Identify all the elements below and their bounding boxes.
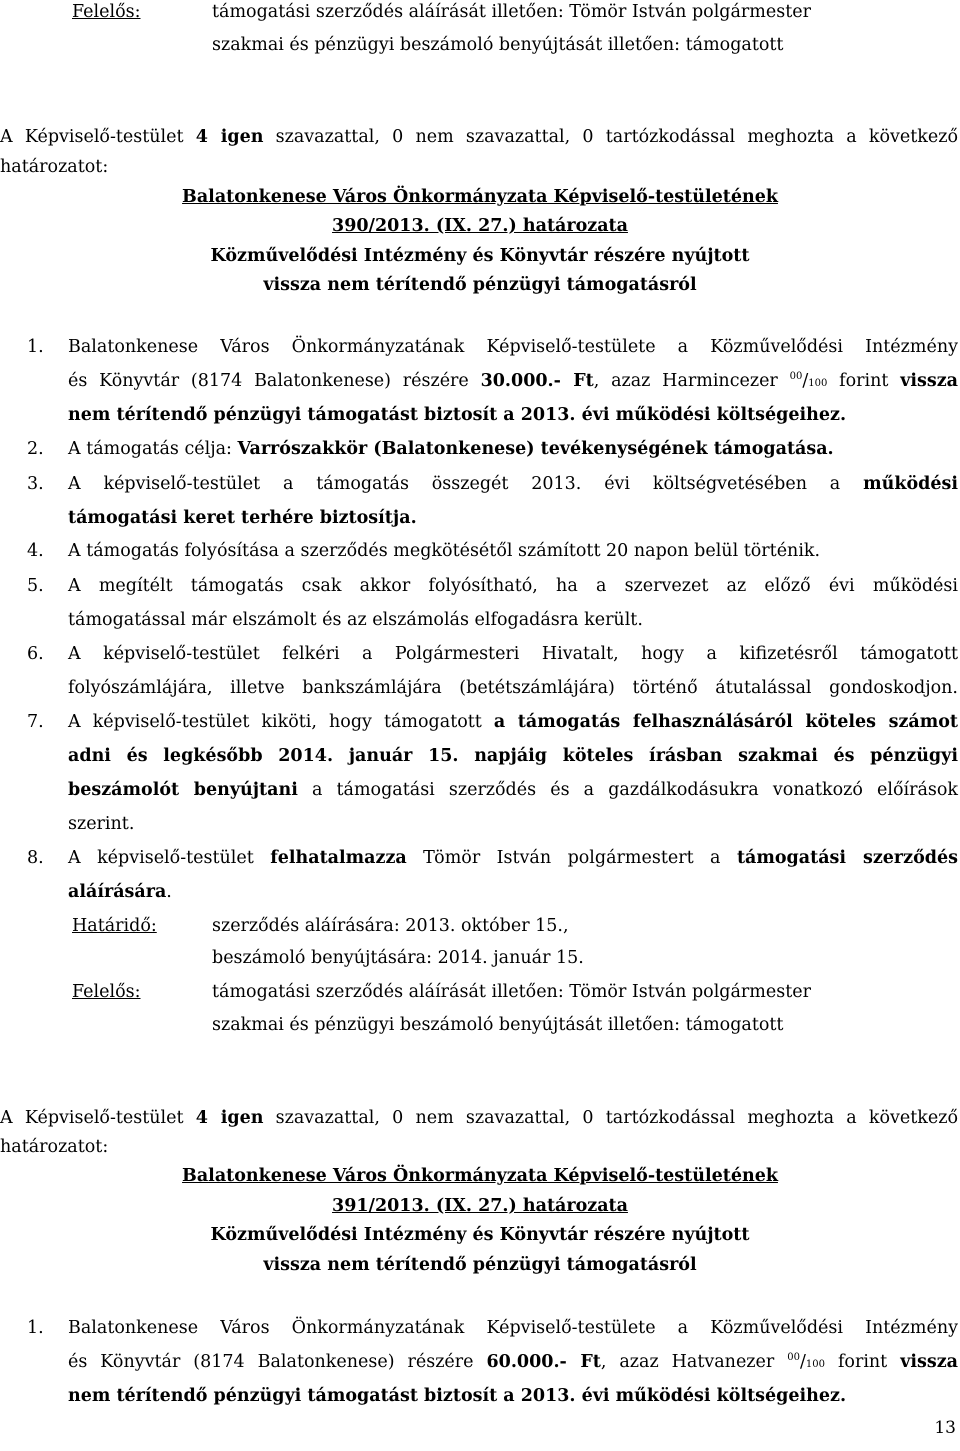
item-number: 1. bbox=[27, 337, 44, 357]
r2-item1-line2 bbox=[68, 1350, 958, 1377]
resolution2-number bbox=[0, 1194, 960, 1218]
vote-text: A Képviselő-testület bbox=[0, 127, 196, 147]
item3-text: A képviselő-testület a támogatás összegét 2013. évi költségvetésében a bbox=[68, 474, 864, 494]
item-number: 5. bbox=[27, 576, 44, 596]
felelos-line1-top: támogatási szerződés aláírását illetően: Tömör István polgármester bbox=[212, 2, 811, 22]
r2-item1-amount: 60.000.- Ft bbox=[486, 1352, 601, 1372]
r2-item1-line3: nem térítendő pénzügyi támogatást biztosít a 2013. évi működési költségeihez. bbox=[68, 1386, 847, 1406]
item1-line3: nem térítendő pénzügyi támogatást biztosít a 2013. évi működési költségeihez. bbox=[68, 405, 847, 425]
vote2-text-rest: szavazattal, 0 nem szavazattal, 0 tartózkodással meghozta a következő bbox=[263, 1108, 959, 1128]
item8-line2 bbox=[68, 880, 172, 904]
item7-text: A képviselő-testület kiköti, hogy támogatott bbox=[68, 712, 494, 732]
vote2-text: A Képviselő-testület bbox=[0, 1108, 196, 1128]
r2-item1-forint: forint bbox=[824, 1352, 901, 1372]
r2-item1-text: és Könyvtár (8174 Balatonkenese) részére bbox=[68, 1352, 487, 1372]
item5-line1: A megítélt támogatás csak akkor folyósítható, ha a szervezet az előző évi működési bbox=[68, 576, 958, 596]
item8-text-mid: Tömör István polgármestert a bbox=[406, 848, 737, 868]
item-number: 7. bbox=[27, 712, 44, 732]
item3-bold: működési bbox=[863, 474, 958, 494]
item2-goal: Varrószakkör (Balatonkenese) tevékenységének támogatása. bbox=[237, 439, 834, 459]
item8-text: A képviselő-testület bbox=[68, 848, 271, 868]
item3-line1 bbox=[68, 472, 958, 496]
deadline-line1: szerződés aláírására: 2013. október 15., bbox=[212, 916, 569, 936]
item-number: 8. bbox=[27, 848, 44, 868]
vote-count: 4 igen bbox=[195, 127, 264, 147]
item1-forint: forint bbox=[827, 371, 901, 391]
r2-item1-sub: 100 bbox=[805, 1359, 825, 1370]
felelos-line2-top: szakmai és pénzügyi beszámoló benyújtását illetően: támogatott bbox=[212, 35, 784, 55]
item7-deadline: adni és legkésőbb 2014. január 15. bbox=[68, 746, 459, 766]
r2-item1-slash: / bbox=[799, 1352, 806, 1372]
item8-signing: aláírására bbox=[68, 882, 167, 902]
vote2-line-2: határozatot: bbox=[0, 1137, 109, 1157]
felelos-label-top: Felelős: bbox=[72, 2, 141, 22]
resolution-subject-line2: vissza nem térítendő pénzügyi támogatásról bbox=[263, 275, 697, 295]
item7-text-rest: a támogatási szerződés és a gazdálkodásukra vonatkozó előírások bbox=[297, 780, 958, 800]
item6-line2: folyószámlájára, illetve bankszámlájára (betétszámlájára) történő átutalással gondoskodjon. bbox=[68, 678, 958, 698]
deadline-line2: beszámoló benyújtására: 2014. január 15. bbox=[212, 948, 584, 968]
item8-bold: felhatalmazza bbox=[270, 848, 407, 868]
item1-sub: 100 bbox=[808, 378, 828, 389]
item8-line1 bbox=[68, 846, 958, 870]
resolution-title-line1: Balatonkenese Város Önkormányzata Képviselő-testületének bbox=[182, 187, 778, 207]
item1-line2 bbox=[68, 369, 958, 396]
item-number: 3. bbox=[27, 474, 44, 494]
item2-line bbox=[68, 437, 834, 461]
item7-bold-rest: napjáig köteles írásban szakmai és pénzügyi bbox=[458, 746, 958, 766]
item1-line1: Balatonkenese Város Önkormányzatának Képviselő-testülete a Közművelődési Intézmény bbox=[68, 337, 958, 357]
item6-line1: A képviselő-testület felkéri a Polgármesteri Hivatalt, hogy a kifizetésről támogatott bbox=[68, 644, 958, 664]
item3-line2: támogatási keret terhére biztosítja. bbox=[68, 508, 417, 528]
felelos-label: Felelős: bbox=[72, 982, 141, 1002]
item4-line: A támogatás folyósítása a szerződés megkötésétől számított 20 napon belül történik. bbox=[68, 541, 821, 561]
page-number: 13 bbox=[934, 1418, 956, 1438]
item1-text-words: , azaz Harmincezer bbox=[593, 371, 790, 391]
item7-bold: a támogatás felhasználásáról köteles számot bbox=[493, 712, 958, 732]
item7-line4: szerint. bbox=[68, 814, 135, 834]
r2-item1-vissza: vissza bbox=[900, 1352, 958, 1372]
felelos-line2: szakmai és pénzügyi beszámoló benyújtását illetően: támogatott bbox=[212, 1015, 784, 1035]
resolution-number bbox=[0, 214, 960, 238]
item7-line1 bbox=[68, 710, 958, 734]
deadline-label: Határidő: bbox=[72, 916, 157, 936]
resolution2-subject-line1: Közművelődési Intézmény és Könyvtár részére nyújtott bbox=[210, 1225, 750, 1245]
item-number: 2. bbox=[27, 439, 44, 459]
item5-line2: támogatással már elszámolt és az elszámolás elfogadásra került. bbox=[68, 610, 643, 630]
item1-vissza: vissza bbox=[900, 371, 958, 391]
vote-line-1 bbox=[0, 125, 958, 149]
item7-line2 bbox=[68, 744, 958, 768]
vote-text-rest: szavazattal, 0 nem szavazattal, 0 tartózkodással meghozta a következő bbox=[263, 127, 959, 147]
resolution2-subject-line2: vissza nem térítendő pénzügyi támogatásról bbox=[263, 1255, 697, 1275]
item1-text: és Könyvtár (8174 Balatonkenese) részére bbox=[68, 371, 481, 391]
item1-amount: 30.000.- Ft bbox=[480, 371, 594, 391]
r2-item1-words: , azaz Hatvanezer bbox=[600, 1352, 788, 1372]
item-number: 6. bbox=[27, 644, 44, 664]
item8-period: . bbox=[166, 882, 172, 902]
vote-line-2: határozatot: bbox=[0, 157, 109, 177]
resolution-number-text: 390/2013. (IX. 27.) határozata bbox=[332, 216, 628, 236]
item2-label: A támogatás célja: bbox=[68, 439, 238, 459]
item1-sup: 00 bbox=[789, 371, 803, 383]
item8-bold-end: támogatási szerződés bbox=[736, 848, 958, 868]
vote2-line-1 bbox=[0, 1106, 958, 1130]
item-number: 4. bbox=[27, 541, 44, 561]
item1-slash: / bbox=[802, 371, 809, 391]
felelos-line1: támogatási szerződés aláírását illetően: Tömör István polgármester bbox=[212, 982, 811, 1002]
resolution-subject-line1: Közművelődési Intézmény és Könyvtár részére nyújtott bbox=[210, 246, 750, 266]
r2-item1-sup: 00 bbox=[787, 1352, 800, 1364]
vote2-count: 4 igen bbox=[195, 1108, 264, 1128]
resolution2-number-text: 391/2013. (IX. 27.) határozata bbox=[332, 1196, 628, 1216]
resolution2-title-line1: Balatonkenese Város Önkormányzata Képviselő-testületének bbox=[182, 1166, 778, 1186]
r2-item1-line1: Balatonkenese Város Önkormányzatának Képviselő-testülete a Közművelődési Intézmény bbox=[68, 1318, 958, 1338]
item7-line3 bbox=[68, 778, 958, 802]
item-number: 1. bbox=[27, 1318, 44, 1338]
item7-bold-report: beszámolót benyújtani bbox=[68, 780, 298, 800]
